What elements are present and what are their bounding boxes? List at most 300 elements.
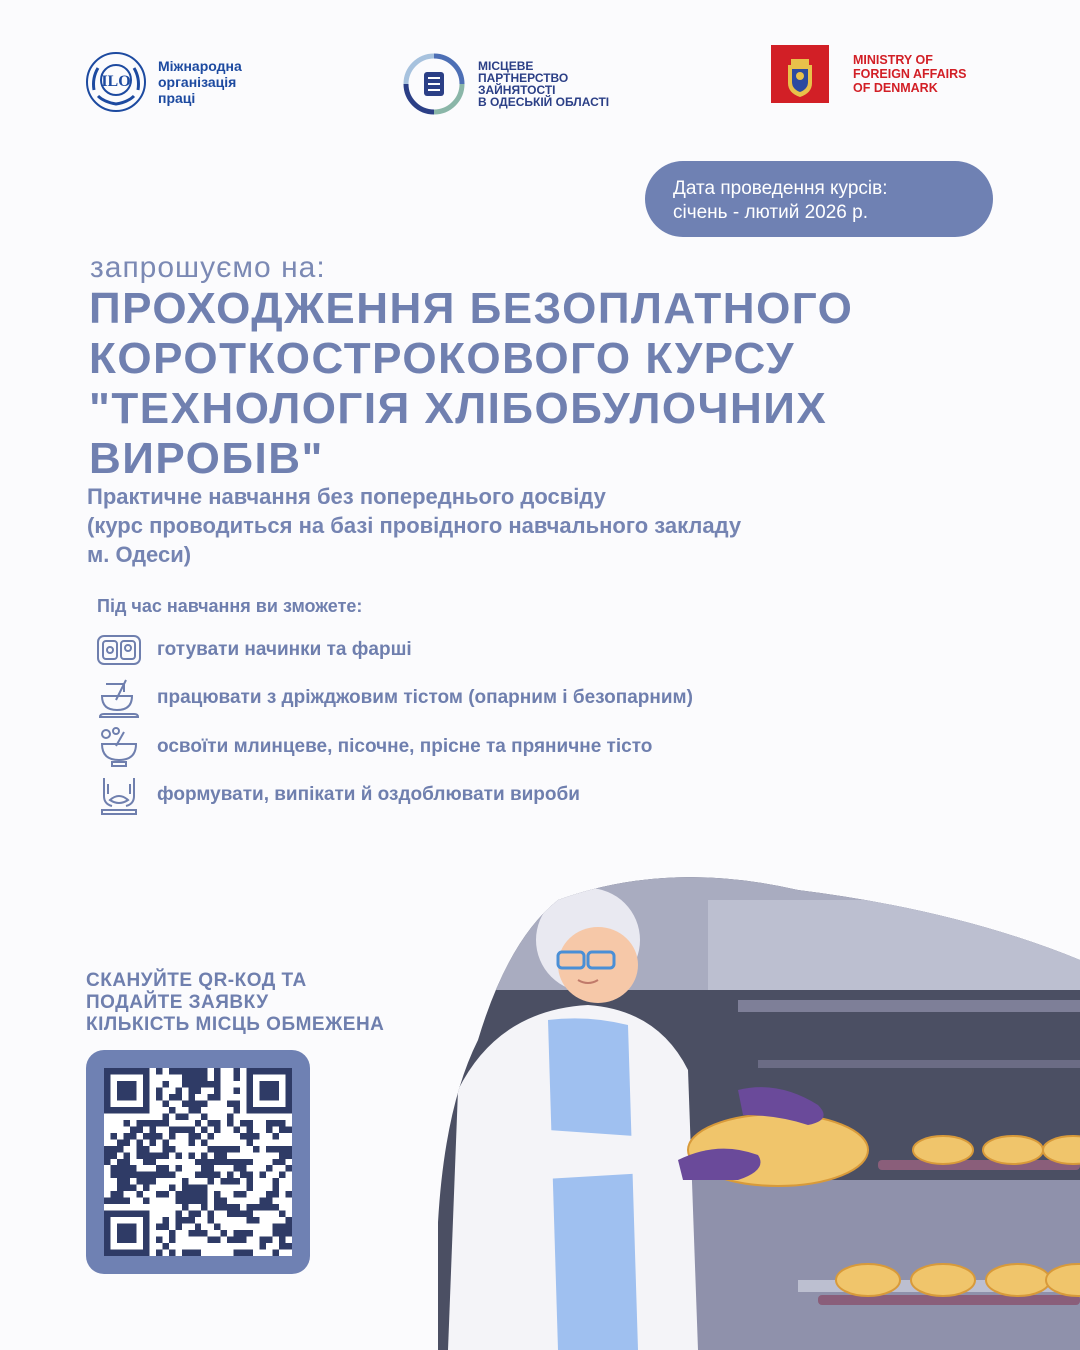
qr-module xyxy=(266,1146,272,1152)
qr-module xyxy=(188,1191,194,1197)
qr-module xyxy=(260,1107,266,1113)
qr-module xyxy=(188,1107,194,1113)
qr-module xyxy=(260,1094,266,1100)
qr-module xyxy=(182,1081,188,1087)
qr-module xyxy=(247,1230,253,1236)
qr-module xyxy=(123,1198,129,1204)
qr-module xyxy=(188,1074,194,1080)
qr-module xyxy=(117,1224,123,1230)
qr-module xyxy=(214,1074,220,1080)
subtitle-line: м. Одеси) xyxy=(87,542,192,567)
qr-module xyxy=(227,1204,233,1210)
qr-module xyxy=(104,1237,110,1243)
qr-module xyxy=(214,1198,220,1204)
qr-module xyxy=(214,1237,220,1243)
qr-module xyxy=(182,1217,188,1223)
qr-module xyxy=(156,1094,162,1100)
qr-module xyxy=(279,1159,285,1165)
qr-module xyxy=(104,1224,110,1230)
qr-module xyxy=(234,1126,240,1132)
qr-module xyxy=(156,1087,162,1093)
qr-module xyxy=(247,1074,253,1080)
qr-module xyxy=(201,1185,207,1191)
qr-module xyxy=(136,1172,142,1178)
qr-module xyxy=(273,1068,279,1074)
qr-module xyxy=(143,1081,149,1087)
qr-module xyxy=(279,1243,285,1249)
qr-module xyxy=(156,1191,162,1197)
qr-module xyxy=(130,1165,136,1171)
qr-module xyxy=(162,1243,168,1249)
qr-module xyxy=(175,1126,181,1132)
qr-module xyxy=(247,1211,253,1217)
qr-module xyxy=(247,1107,253,1113)
qr-module xyxy=(201,1139,207,1145)
qr-module xyxy=(188,1100,194,1106)
course-title-line: "ТЕХНОЛОГІЯ ХЛІБОБУЛОЧНИХ xyxy=(89,384,828,433)
qr-module xyxy=(123,1094,129,1100)
qr-module xyxy=(227,1211,233,1217)
ilo-name-line: організація xyxy=(158,74,237,90)
qr-module xyxy=(266,1165,272,1171)
qr-module xyxy=(182,1126,188,1132)
qr-module xyxy=(130,1087,136,1093)
qr-module xyxy=(175,1191,181,1197)
qr-module xyxy=(143,1146,149,1152)
invite-text: запрошуємо на: xyxy=(90,251,326,284)
qr-module xyxy=(175,1217,181,1223)
qr-module xyxy=(253,1204,259,1210)
qr-module xyxy=(110,1191,116,1197)
qr-module xyxy=(104,1243,110,1249)
qr-module xyxy=(247,1120,253,1126)
qr-module xyxy=(253,1068,259,1074)
course-subtitle xyxy=(87,482,987,569)
qr-module xyxy=(208,1120,214,1126)
qr-module xyxy=(123,1081,129,1087)
qr-module xyxy=(208,1159,214,1165)
qr-code-icon[interactable] xyxy=(104,1068,292,1256)
qr-module xyxy=(117,1068,123,1074)
qr-module xyxy=(253,1133,259,1139)
qr-module xyxy=(162,1146,168,1152)
qr-module xyxy=(273,1120,279,1126)
qr-module xyxy=(201,1081,207,1087)
qr-module xyxy=(182,1178,188,1184)
qr-module xyxy=(117,1185,123,1191)
qr-module xyxy=(104,1217,110,1223)
qr-module xyxy=(188,1198,194,1204)
qr-module xyxy=(195,1120,201,1126)
qr-module xyxy=(247,1250,253,1256)
denmark-coat-of-arms-icon xyxy=(771,45,829,103)
qr-module xyxy=(279,1211,285,1217)
qr-module xyxy=(136,1120,142,1126)
skill-label: освоїти млинцеве, пісочне, прісне та пряничне тісто xyxy=(157,736,653,757)
denmark-mfa-logo xyxy=(771,44,991,104)
qr-module xyxy=(214,1224,220,1230)
qr-module xyxy=(273,1159,279,1165)
qr-module xyxy=(234,1230,240,1236)
qr-module xyxy=(260,1087,266,1093)
qr-module xyxy=(273,1133,279,1139)
course-title-line: КОРОТКОСТРОКОВОГО КУРСУ xyxy=(89,334,796,383)
qr-module xyxy=(143,1185,149,1191)
qr-module xyxy=(201,1152,207,1158)
qr-module xyxy=(195,1191,201,1197)
qr-module xyxy=(143,1172,149,1178)
qr-module xyxy=(117,1172,123,1178)
qr-module xyxy=(273,1094,279,1100)
qr-module xyxy=(247,1178,253,1184)
qr-module xyxy=(260,1198,266,1204)
course-date-badge xyxy=(645,161,993,237)
qr-module xyxy=(214,1159,220,1165)
qr-module xyxy=(162,1081,168,1087)
qr-module xyxy=(104,1087,110,1093)
qr-module xyxy=(104,1081,110,1087)
qr-module xyxy=(279,1237,285,1243)
qr-module xyxy=(208,1133,214,1139)
qr-module xyxy=(156,1250,162,1256)
qr-module xyxy=(188,1081,194,1087)
qr-module xyxy=(149,1159,155,1165)
qr-module xyxy=(240,1172,246,1178)
qr-module xyxy=(110,1107,116,1113)
qr-module xyxy=(201,1165,207,1171)
qr-module xyxy=(136,1107,142,1113)
qr-module xyxy=(123,1152,129,1158)
qr-module xyxy=(214,1120,220,1126)
qr-module xyxy=(227,1237,233,1243)
qr-module xyxy=(247,1172,253,1178)
qr-module xyxy=(279,1146,285,1152)
qr-module xyxy=(208,1217,214,1223)
qr-module xyxy=(123,1133,129,1139)
qr-module xyxy=(273,1250,279,1256)
qr-module xyxy=(123,1178,129,1184)
qr-module xyxy=(175,1152,181,1158)
qr-module xyxy=(195,1230,201,1236)
qr-module xyxy=(273,1185,279,1191)
qr-module xyxy=(143,1243,149,1249)
qr-module xyxy=(201,1159,207,1165)
qr-module xyxy=(117,1237,123,1243)
cta-line: СКАНУЙТЕ QR-КОД ТА xyxy=(86,970,307,991)
qr-module xyxy=(214,1191,220,1197)
qr-module xyxy=(266,1107,272,1113)
qr-module xyxy=(110,1133,116,1139)
ilo-name-line: праці xyxy=(158,90,196,106)
qr-module xyxy=(123,1211,129,1217)
qr-module xyxy=(240,1191,246,1197)
qr-module xyxy=(123,1230,129,1236)
qr-module xyxy=(143,1120,149,1126)
qr-module xyxy=(130,1172,136,1178)
qr-module xyxy=(266,1094,272,1100)
qr-module xyxy=(188,1230,194,1236)
qr-module xyxy=(149,1120,155,1126)
qr-module xyxy=(130,1107,136,1113)
qr-module xyxy=(117,1230,123,1236)
qr-module xyxy=(143,1100,149,1106)
qr-module xyxy=(130,1250,136,1256)
qr-module xyxy=(240,1165,246,1171)
qr-module xyxy=(266,1198,272,1204)
qr-module xyxy=(143,1178,149,1184)
qr-module xyxy=(279,1152,285,1158)
qr-module xyxy=(143,1074,149,1080)
qr-module xyxy=(227,1120,233,1126)
qr-module xyxy=(273,1146,279,1152)
qr-module xyxy=(260,1172,266,1178)
qr-module xyxy=(195,1107,201,1113)
qr-module xyxy=(117,1250,123,1256)
qr-module xyxy=(104,1230,110,1236)
qr-module xyxy=(279,1107,285,1113)
qr-module xyxy=(221,1230,227,1236)
qr-module xyxy=(104,1198,110,1204)
qr-module xyxy=(136,1146,142,1152)
qr-module xyxy=(123,1237,129,1243)
qr-module xyxy=(208,1081,214,1087)
qr-module xyxy=(175,1087,181,1093)
course-title-line: ВИРОБІВ" xyxy=(89,434,324,483)
qr-module xyxy=(117,1107,123,1113)
qr-module xyxy=(117,1178,123,1184)
qr-module xyxy=(136,1211,142,1217)
qr-module xyxy=(266,1120,272,1126)
qr-module xyxy=(143,1230,149,1236)
qr-module xyxy=(260,1204,266,1210)
qr-module xyxy=(104,1211,110,1217)
qr-module xyxy=(240,1120,246,1126)
qr-module xyxy=(117,1211,123,1217)
qr-module xyxy=(195,1074,201,1080)
baking-tray-icon xyxy=(96,630,142,670)
qr-module xyxy=(123,1087,129,1093)
qr-module xyxy=(266,1081,272,1087)
qr-module xyxy=(104,1159,110,1165)
qr-module xyxy=(143,1250,149,1256)
qr-module xyxy=(234,1074,240,1080)
qr-module xyxy=(117,1165,123,1171)
qr-module xyxy=(117,1087,123,1093)
qr-module xyxy=(195,1133,201,1139)
qr-module xyxy=(130,1185,136,1191)
qr-module xyxy=(227,1172,233,1178)
qr-module xyxy=(260,1068,266,1074)
qr-module xyxy=(110,1211,116,1217)
qr-module xyxy=(266,1068,272,1074)
denmark-name-line: MINISTRY OF xyxy=(853,53,933,67)
qr-module xyxy=(286,1217,292,1223)
qr-module xyxy=(273,1107,279,1113)
kneading-hands-icon xyxy=(96,775,142,815)
qr-module xyxy=(104,1152,110,1158)
qr-module xyxy=(286,1074,292,1080)
qr-module xyxy=(234,1211,240,1217)
qr-module xyxy=(175,1211,181,1217)
qr-module xyxy=(143,1107,149,1113)
mixing-bowl-icon xyxy=(96,678,142,718)
qr-module xyxy=(162,1172,168,1178)
qr-module xyxy=(279,1230,285,1236)
qr-module xyxy=(201,1204,207,1210)
ilo-emblem-icon xyxy=(84,50,148,114)
qr-module xyxy=(149,1152,155,1158)
qr-module xyxy=(130,1133,136,1139)
partnership-logo xyxy=(402,52,642,116)
qr-module xyxy=(214,1126,220,1132)
qr-module xyxy=(123,1185,129,1191)
qr-module xyxy=(143,1133,149,1139)
qr-module xyxy=(182,1113,188,1119)
qr-module xyxy=(149,1178,155,1184)
qr-module xyxy=(240,1230,246,1236)
qr-module xyxy=(104,1074,110,1080)
qr-module xyxy=(130,1081,136,1087)
qr-module xyxy=(286,1107,292,1113)
qr-module xyxy=(247,1139,253,1145)
qr-module xyxy=(266,1191,272,1197)
qr-module xyxy=(279,1172,285,1178)
qr-module xyxy=(182,1068,188,1074)
qr-module xyxy=(240,1159,246,1165)
qr-module xyxy=(110,1165,116,1171)
qr-module xyxy=(130,1068,136,1074)
qr-module xyxy=(234,1100,240,1106)
qr-module xyxy=(175,1165,181,1171)
qr-module xyxy=(169,1237,175,1243)
qr-module xyxy=(273,1224,279,1230)
qr-module xyxy=(117,1139,123,1145)
qr-module xyxy=(214,1081,220,1087)
partnership-name-line: МІСЦЕВЕ xyxy=(478,59,534,73)
qr-module xyxy=(195,1081,201,1087)
qr-module xyxy=(169,1230,175,1236)
cta-line: ПОДАЙТЕ ЗАЯВКУ xyxy=(86,992,269,1013)
call-to-action xyxy=(86,970,384,1036)
qr-module xyxy=(266,1237,272,1243)
qr-module xyxy=(234,1191,240,1197)
qr-module xyxy=(130,1126,136,1132)
qr-module xyxy=(175,1094,181,1100)
qr-module xyxy=(188,1250,194,1256)
qr-module xyxy=(234,1165,240,1171)
qr-module xyxy=(136,1126,142,1132)
qr-module xyxy=(195,1068,201,1074)
qr-module xyxy=(227,1178,233,1184)
qr-module xyxy=(279,1068,285,1074)
qr-module xyxy=(286,1152,292,1158)
qr-module xyxy=(182,1185,188,1191)
qr-module xyxy=(156,1152,162,1158)
qr-module xyxy=(286,1087,292,1093)
partnership-name-line: ПАРТНЕРСТВО xyxy=(478,71,569,85)
svg-text:ILO: ILO xyxy=(101,73,131,90)
qr-module xyxy=(169,1250,175,1256)
qr-module xyxy=(247,1094,253,1100)
qr-module xyxy=(130,1237,136,1243)
qr-module xyxy=(195,1224,201,1230)
qr-module xyxy=(123,1172,129,1178)
qr-module xyxy=(188,1133,194,1139)
qr-module xyxy=(143,1087,149,1093)
qr-module xyxy=(234,1068,240,1074)
qr-module xyxy=(286,1126,292,1132)
qr-module xyxy=(104,1068,110,1074)
skill-label: готувати начинки та фарші xyxy=(157,639,412,660)
qr-module xyxy=(130,1211,136,1217)
qr-module xyxy=(162,1113,168,1119)
qr-module xyxy=(104,1250,110,1256)
qr-module xyxy=(247,1133,253,1139)
qr-module xyxy=(182,1204,188,1210)
qr-module xyxy=(110,1250,116,1256)
qr-module xyxy=(162,1191,168,1197)
qr-module xyxy=(123,1250,129,1256)
qr-module xyxy=(110,1172,116,1178)
qr-module xyxy=(247,1159,253,1165)
qr-module xyxy=(195,1250,201,1256)
qr-module xyxy=(201,1113,207,1119)
qr-module xyxy=(162,1139,168,1145)
qr-module xyxy=(266,1204,272,1210)
qr-module xyxy=(208,1172,214,1178)
qr-module xyxy=(188,1094,194,1100)
qr-module xyxy=(221,1204,227,1210)
qr-module xyxy=(273,1230,279,1236)
qr-module xyxy=(234,1146,240,1152)
qr-module xyxy=(234,1250,240,1256)
qr-module xyxy=(240,1133,246,1139)
subtitle-line: (курс проводиться на базі провідного навчального закладу xyxy=(87,513,742,538)
qr-module xyxy=(143,1094,149,1100)
qr-module xyxy=(169,1126,175,1132)
qr-module xyxy=(273,1087,279,1093)
qr-module xyxy=(136,1068,142,1074)
qr-module xyxy=(117,1159,123,1165)
course-title-line: ПРОХОДЖЕННЯ БЕЗОПЛАТНОГО xyxy=(89,284,854,333)
ilo-logo xyxy=(84,50,284,114)
qr-module xyxy=(286,1224,292,1230)
qr-module xyxy=(136,1139,142,1145)
qr-module xyxy=(123,1224,129,1230)
qr-module xyxy=(208,1211,214,1217)
qr-module xyxy=(247,1217,253,1223)
qr-module xyxy=(117,1146,123,1152)
qr-module xyxy=(227,1146,233,1152)
qr-module xyxy=(247,1100,253,1106)
ilo-name-line: Міжнародна xyxy=(158,58,242,74)
baker-illustration-icon xyxy=(438,840,1080,1350)
qr-module xyxy=(110,1198,116,1204)
qr-module xyxy=(234,1178,240,1184)
qr-module xyxy=(221,1198,227,1204)
qr-module xyxy=(260,1237,266,1243)
qr-module xyxy=(175,1224,181,1230)
qr-module xyxy=(182,1191,188,1197)
denmark-name-line: OF DENMARK xyxy=(853,81,938,95)
qr-module xyxy=(104,1107,110,1113)
qr-module xyxy=(136,1178,142,1184)
qr-code-card[interactable] xyxy=(86,1050,310,1274)
qr-module xyxy=(156,1172,162,1178)
qr-module xyxy=(286,1081,292,1087)
qr-module xyxy=(162,1224,168,1230)
qr-module xyxy=(149,1133,155,1139)
